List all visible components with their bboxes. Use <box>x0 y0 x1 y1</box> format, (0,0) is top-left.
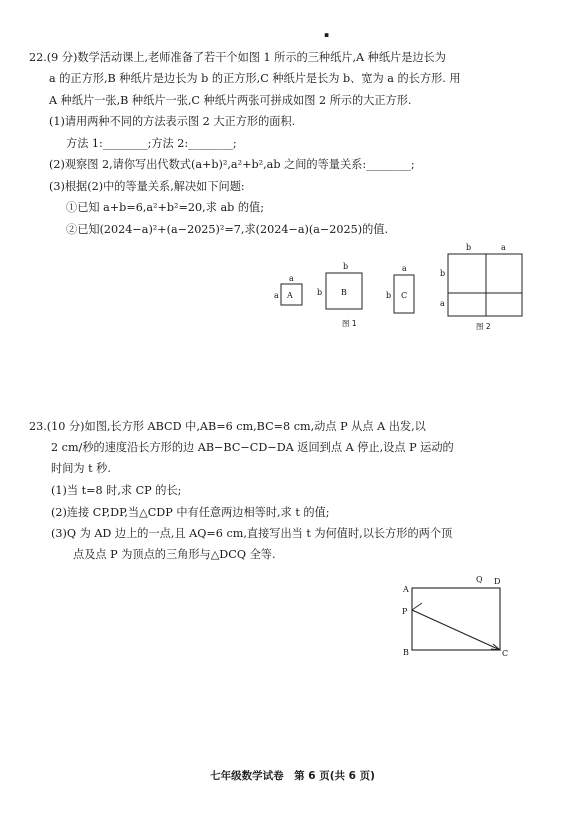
q22-line-3: A 种纸片一张,B 种纸片一张,C 种纸片两张可拼成如图 2 所示的大正方形. <box>49 94 412 107</box>
q22-line-1: 22.(9 分)数学活动课上,老师准备了若干个如图 1 所示的三种纸片,A 种纸片是边长为 <box>29 51 446 64</box>
tile-b-name: B <box>341 288 347 297</box>
vertex-d: D <box>494 577 501 586</box>
p-tick <box>412 603 422 610</box>
figure-2 <box>438 240 538 340</box>
tile-c-top-label: a <box>402 264 407 273</box>
q23-part-3: (3)Q 为 AD 边上的一点,且 AQ=6 cm,直接写出当 t 为何值时,以长方形的两个顶 <box>51 527 453 540</box>
q23-line-3: 时间为 t 秒. <box>51 462 111 475</box>
tile-b-top-label: b <box>343 262 349 271</box>
rectangle-figure <box>400 570 515 665</box>
q23-line-1: 23.(10 分)如图,长方形 ABCD 中,AB=6 cm,BC=8 cm,动点 P 从点 A 出发,以 <box>29 420 426 433</box>
q23-part-1: (1)当 t=8 时,求 CP 的长; <box>51 484 182 497</box>
vertex-a: A <box>403 585 409 594</box>
vertex-c: C <box>502 649 509 658</box>
segment-pc <box>412 610 500 650</box>
tile-a-top-label: a <box>289 274 294 283</box>
tile-a-side-label: a <box>274 291 279 300</box>
rectangle-abcd <box>412 588 500 650</box>
q22-part-2: (2)观察图 2,请你写出代数式(a+b)²,a²+b²,ab 之间的等量关系:________; <box>49 158 415 171</box>
q22-part-3: (3)根据(2)中的等量关系,解决如下问题: <box>49 180 245 193</box>
big-square <box>448 254 522 316</box>
page-footer: 七年级数学试卷 第 6 页(共 6 页) <box>210 770 375 782</box>
point-q: Q <box>476 575 483 584</box>
q22-methods: 方法 1:________;方法 2:________; <box>66 137 237 150</box>
fig2-top-b: b <box>466 243 472 252</box>
figure-1 <box>270 258 440 338</box>
fig2-top-a: a <box>501 243 506 252</box>
q23-part-2: (2)连接 CP,DP,当△CDP 中有任意两边相等时,求 t 的值; <box>51 506 330 519</box>
vertex-b: B <box>403 648 409 657</box>
tile-b-side-label: b <box>317 288 323 297</box>
stray-mark: ▪ <box>324 30 330 39</box>
q23-part-3-cont: 点及点 P 为顶点的三角形与△DCQ 全等. <box>73 548 276 561</box>
tile-a-name: A <box>287 291 293 300</box>
q22-sub-1: ①已知 a+b=6,a²+b²=20,求 ab 的值; <box>66 201 264 214</box>
figure-2-caption: 图 2 <box>476 322 491 331</box>
tile-c-name: C <box>401 291 408 300</box>
q22-sub-2: ②已知(2024−a)²+(a−2025)²=7,求(2024−a)(a−2025)的值. <box>66 223 389 236</box>
point-p: P <box>402 607 408 616</box>
fig2-left-b: b <box>440 269 446 278</box>
fig2-left-a: a <box>440 299 445 308</box>
q22-line-2: a 的正方形,B 种纸片是边长为 b 的正方形,C 种纸片是长为 b、宽为 a 的长方形. 用 <box>49 72 461 85</box>
tile-c-side-label: b <box>386 291 392 300</box>
q22-part-1: (1)请用两种不同的方法表示图 2 大正方形的面积. <box>49 115 296 128</box>
q23-line-2: 2 cm/秒的速度沿长方形的边 AB−BC−CD−DA 返回到点 A 停止,设点 P 运动的 <box>51 441 454 454</box>
figure-1-caption: 图 1 <box>342 319 357 328</box>
